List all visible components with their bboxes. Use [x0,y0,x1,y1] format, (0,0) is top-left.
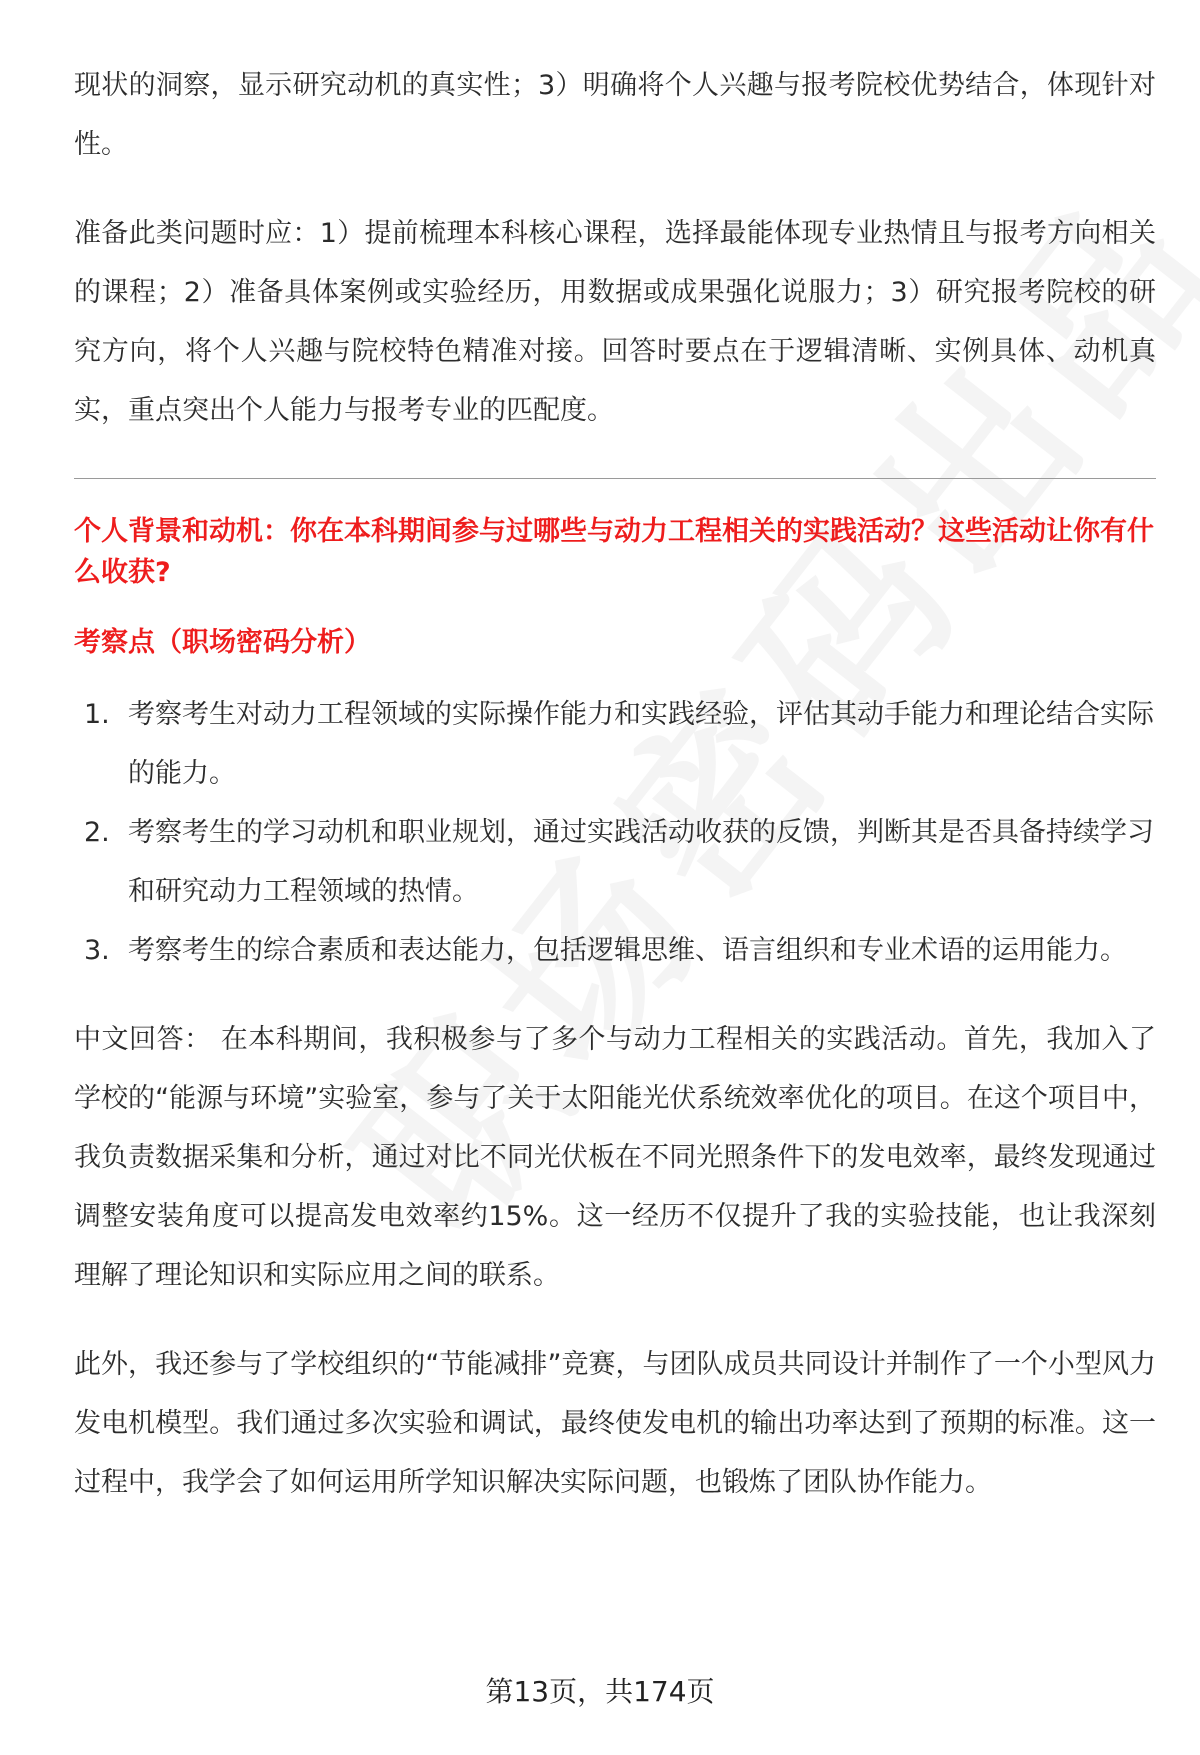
list-item-text: 考察考生的学习动机和职业规划，通过实践活动收获的反馈，判断其是否具备持续学习和研究动力工程领域的热情。 [128,817,1154,907]
list-item-text: 考察考生对动力工程领域的实际操作能力和实践经验，评估其动手能力和理论结合实际的能力。 [128,699,1154,789]
answer-paragraph-1: 中文回答： 在本科期间，我积极参与了多个与动力工程相关的实践活动。首先，我加入了学校的“能源与环境”实验室，参与了关于太阳能光伏系统效率优化的项目。在这个项目中，我负责数据采集和分析，通过对比不同光伏板在不同光照条件下的发电效率，最终发现通过调整安装角度可以提高发电效率约15%。这一经历不仅提升了我的实验技能，也让我深刻理解了理论知识和实际应用之间的联系。 [74,1024,1156,1291]
interview-question: 个人背景和动机：你在本科期间参与过哪些与动力工程相关的实践活动？这些活动让你有什么收获? [74,516,1154,588]
paragraph-preparation-advice: 准备此类问题时应：1）提前梳理本科核心课程，选择最能体现专业热情且与报考方向相关的课程；2）准备具体案例或实验经历，用数据或成果强化说服力；3）研究报考院校的研究方向，将个人兴趣与院校特色精准对接。回答时要点在于逻辑清晰、实例具体、动机真实，重点突出个人能力与报考专业的匹配度。 [74,218,1156,426]
list-item-number: 2. [84,817,110,848]
list-item [74,921,1156,980]
paragraph-prev-continuation: 现状的洞察，显示研究动机的真实性；3）明确将个人兴趣与报考院校优势结合，体现针对性。 [74,70,1156,160]
answer-paragraph-2: 此外，我还参与了学校组织的“节能减排”竞赛，与团队成员共同设计并制作了一个小型风力发电机模型。我们通过多次实验和调试，最终使发电机的输出功率达到了预期的标准。这一过程中，我学会了如何运用所学知识解决实际问题，也锻炼了团队协作能力。 [74,1349,1156,1498]
list-item-text: 考察考生的综合素质和表达能力，包括逻辑思维、语言组织和专业术语的运用能力。 [128,935,1127,966]
list-item-number: 1. [84,699,110,730]
assessment-points-heading: 考察点（职场密码分析） [74,627,371,658]
list-item-number: 3. [84,935,110,966]
list-item [74,803,1156,921]
page-number-footer: 第13页，共174页 [485,1675,715,1708]
assessment-points-list [74,685,1156,980]
document-page [74,56,1156,1512]
list-item [74,685,1156,803]
section-divider [74,478,1156,479]
